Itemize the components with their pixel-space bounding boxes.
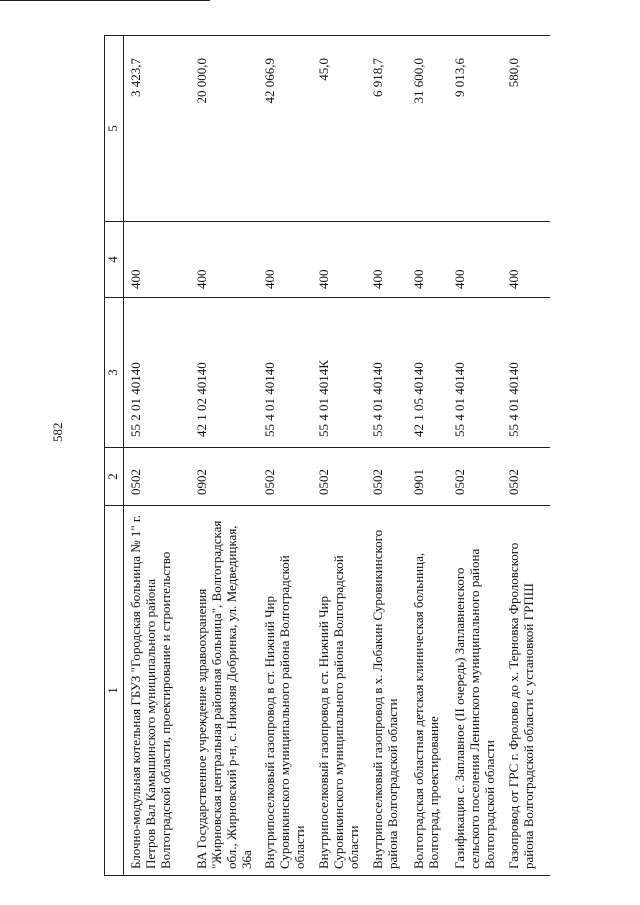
header-col-4: 4 — [105, 222, 124, 298]
amount: 45,0 — [312, 36, 366, 222]
object-name: Блочно-модульная котельная ГБУЗ "Городская больница № 1" г. Петров Вал Камышинского муниципального района Волгоградской области, проектирование и строительство — [124, 506, 191, 876]
section-code: 0901 — [407, 448, 448, 506]
section-code: 0502 — [502, 448, 550, 506]
amount: 9 013,6 — [448, 36, 502, 222]
section-code: 0502 — [312, 448, 366, 506]
top-rule — [0, 0, 210, 1]
expense-kind: 400 — [407, 222, 448, 298]
section-code: 0502 — [366, 448, 407, 506]
target-code: 42 1 05 40140 — [407, 298, 448, 448]
section-code: 0902 — [190, 448, 258, 506]
table-row — [258, 36, 312, 876]
target-code: 55 4 01 40140 — [366, 298, 407, 448]
amount: 20 000,0 — [190, 36, 258, 222]
target-code: 55 4 01 4014К — [312, 298, 366, 448]
header-col-5: 5 — [105, 36, 124, 222]
expense-kind: 400 — [124, 222, 191, 298]
expense-kind: 400 — [312, 222, 366, 298]
object-name: Внутрипоселковый газопровод в ст. Нижний Чир Суровикинского муниципального района Волгоградской области — [312, 506, 366, 876]
header-col-1: 1 — [105, 506, 124, 876]
object-name: Волгоградская областная детская клиническая больница, Волгоград, проектирование — [407, 506, 448, 876]
object-name: ВА Государственное учреждение здравоохранения "Жирновская центральная районная больница", Волгоградская обл., Жирновский р-н, с. Нижняя Добринка, ул. Медведицкая, 36а — [190, 506, 258, 876]
target-code: 55 4 01 40140 — [258, 298, 312, 448]
target-code: 55 4 01 40140 — [502, 298, 550, 448]
target-code: 42 1 02 40140 — [190, 298, 258, 448]
object-name: Внутрипоселковый газопровод в ст. Нижний Чир Суровикинского муниципального района Волгоградской области — [258, 506, 312, 876]
target-code: 55 2 01 40140 — [124, 298, 191, 448]
section-code: 0502 — [448, 448, 502, 506]
object-name: Внутрипоселковый газопровод в х. Лобакин Суровикинского района Волгоградской области — [366, 506, 407, 876]
header-row — [105, 36, 124, 876]
expense-kind: 400 — [502, 222, 550, 298]
expense-kind: 400 — [366, 222, 407, 298]
budget-table — [104, 35, 550, 876]
section-code: 0502 — [258, 448, 312, 506]
object-name: Газификация с. Заплавное (II очередь) Заплавненского сельского поселения Ленинского муниципального района Волгоградской области — [448, 506, 502, 876]
table-row — [312, 36, 366, 876]
amount: 42 066,9 — [258, 36, 312, 222]
table-row — [407, 36, 448, 876]
object-name: Газопровод от ГРС г. Фролово до х. Терновка Фроловского района Волгоградской области с установкой ГРПШ — [502, 506, 550, 876]
expense-kind: 400 — [190, 222, 258, 298]
rotated-table-container — [104, 36, 604, 876]
table-row — [366, 36, 407, 876]
section-code: 0502 — [124, 448, 191, 506]
amount: 3 423,7 — [124, 36, 191, 222]
expense-kind: 400 — [258, 222, 312, 298]
page-number: 582 — [50, 422, 65, 442]
table-row — [190, 36, 258, 876]
header-col-3: 3 — [105, 298, 124, 448]
expense-kind: 400 — [448, 222, 502, 298]
amount: 580,0 — [502, 36, 550, 222]
target-code: 55 4 01 40140 — [448, 298, 502, 448]
amount: 31 600,0 — [407, 36, 448, 222]
table-row — [502, 36, 550, 876]
amount: 6 918,7 — [366, 36, 407, 222]
table-row — [124, 36, 191, 876]
header-col-2: 2 — [105, 448, 124, 506]
table-row — [448, 36, 502, 876]
